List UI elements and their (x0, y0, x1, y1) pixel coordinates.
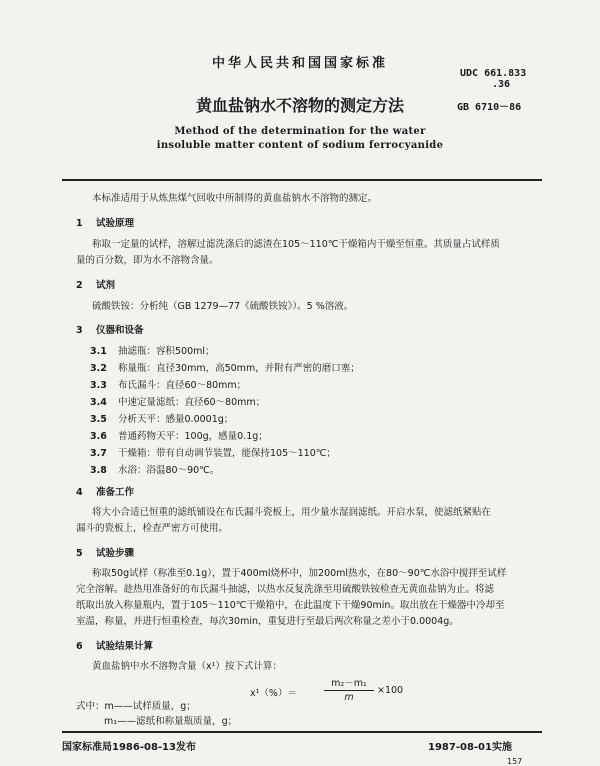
footer-divider (62, 731, 542, 733)
section-heading: 1 试验原理 (76, 218, 135, 229)
intro-paragraph: 本标准适用于从炼焦煤气回收中所制得的黄血盐钠水不溶物的测定。 (92, 193, 378, 204)
udc-code: UDC 661.833 (460, 68, 527, 79)
paragraph-line: 完全溶解。趁热用准备好的布氏漏斗抽滤，以热水反复洗涤至用硫酸铁铵检查无黄血盐钠为止。将滤 (76, 584, 495, 595)
formula-fraction (324, 678, 374, 704)
header-divider (62, 179, 542, 181)
list-item: 3.3 布氏漏斗：直径60～80mm； (90, 380, 247, 391)
section-heading: 5 试验步骤 (76, 548, 135, 559)
paragraph-line: 称取50g试样（称准至0.1g），置于400ml烧杯中，加200ml热水，在80～90℃水浴中搅拌至试样 (92, 568, 507, 579)
section-heading: 4 准备工作 (76, 487, 135, 498)
paragraph-line: 纸取出放入称量瓶内，置于105～110℃干燥箱中，在此温度下干燥90min。取出放在干燥器中冷却至 (76, 600, 505, 611)
list-item: 3.7 干燥箱：带有自动调节装置，能保持105～110℃； (90, 448, 336, 459)
title-chinese: 黄血盐钠水不溶物的测定方法 (195, 96, 404, 115)
formula-lhs: x¹（%）＝ (250, 688, 297, 699)
paragraph-line: 漏斗的瓷板上，检查严密方可使用。 (76, 523, 229, 534)
list-item: 3.8 水浴：浴温80～90℃。 (90, 465, 220, 476)
list-item: 3.4 中速定量滤纸：直径60～80mm； (90, 397, 266, 408)
issue-date: 国家标准局1986-08-13发布 (62, 742, 196, 753)
gb-code: GB 6710－86 (457, 102, 522, 113)
paragraph-line: 硫酸铁铵：分析纯（GB 1279—77《硫酸铁铵》）。5 %溶液。 (92, 301, 354, 312)
section-heading: 2 试剂 (76, 280, 116, 291)
formula-numerator: m₂－m₁ (324, 678, 374, 691)
list-item: 3.2 称量瓶：直径30mm，高50mm，并附有严密的磨口塞； (90, 363, 360, 374)
page-number: 157 (507, 757, 523, 766)
where-line: m₁——滤纸和称量瓶质量，g； (104, 716, 238, 727)
title-english-line2: insoluble matter content of sodium ferrocyanide (156, 140, 444, 151)
title-english-line1: Method of the determination for the water (174, 126, 426, 137)
paragraph-line: 黄血盐钠中水不溶物含量（x¹）按下式计算： (92, 661, 282, 672)
paragraph-line: 室温，称量，并进行恒重检查，每次30min，重复进行至最后两次称量之差小于0.0004g。 (76, 616, 459, 627)
list-item: 3.6 普通药物天平：100g，感量0.1g； (90, 431, 268, 442)
udc-code-suffix: .36 (492, 79, 511, 90)
section-heading: 6 试验结果计算 (76, 641, 154, 652)
section-heading: 3 仪器和设备 (76, 325, 144, 336)
paragraph-line: 将大小合适已恒重的滤纸铺设在布氏漏斗瓷板上，用少量水湿润滤纸。开启水泵，使滤纸紧贴在 (92, 507, 492, 518)
where-line: 式中：m——试样质量，g； (76, 701, 196, 712)
effective-date: 1987-08-01实施 (428, 742, 512, 753)
list-item: 3.1 抽滤瓶：容积500ml； (90, 346, 215, 357)
list-item: 3.5 分析天平：感量0.0001g； (90, 414, 234, 425)
formula-rhs: ×100 (377, 685, 404, 696)
paragraph-line: 量的百分数，即为水不溶物含量。 (76, 255, 219, 266)
formula-denominator: m (344, 692, 354, 703)
national-standard-header: 中华人民共和国国家标准 (211, 56, 388, 71)
paragraph-line: 称取一定量的试样，溶解过滤洗涤后的滤渣在105～110℃干燥箱内干燥至恒重。其质量占试样质 (92, 239, 500, 250)
result-formula (250, 678, 404, 704)
